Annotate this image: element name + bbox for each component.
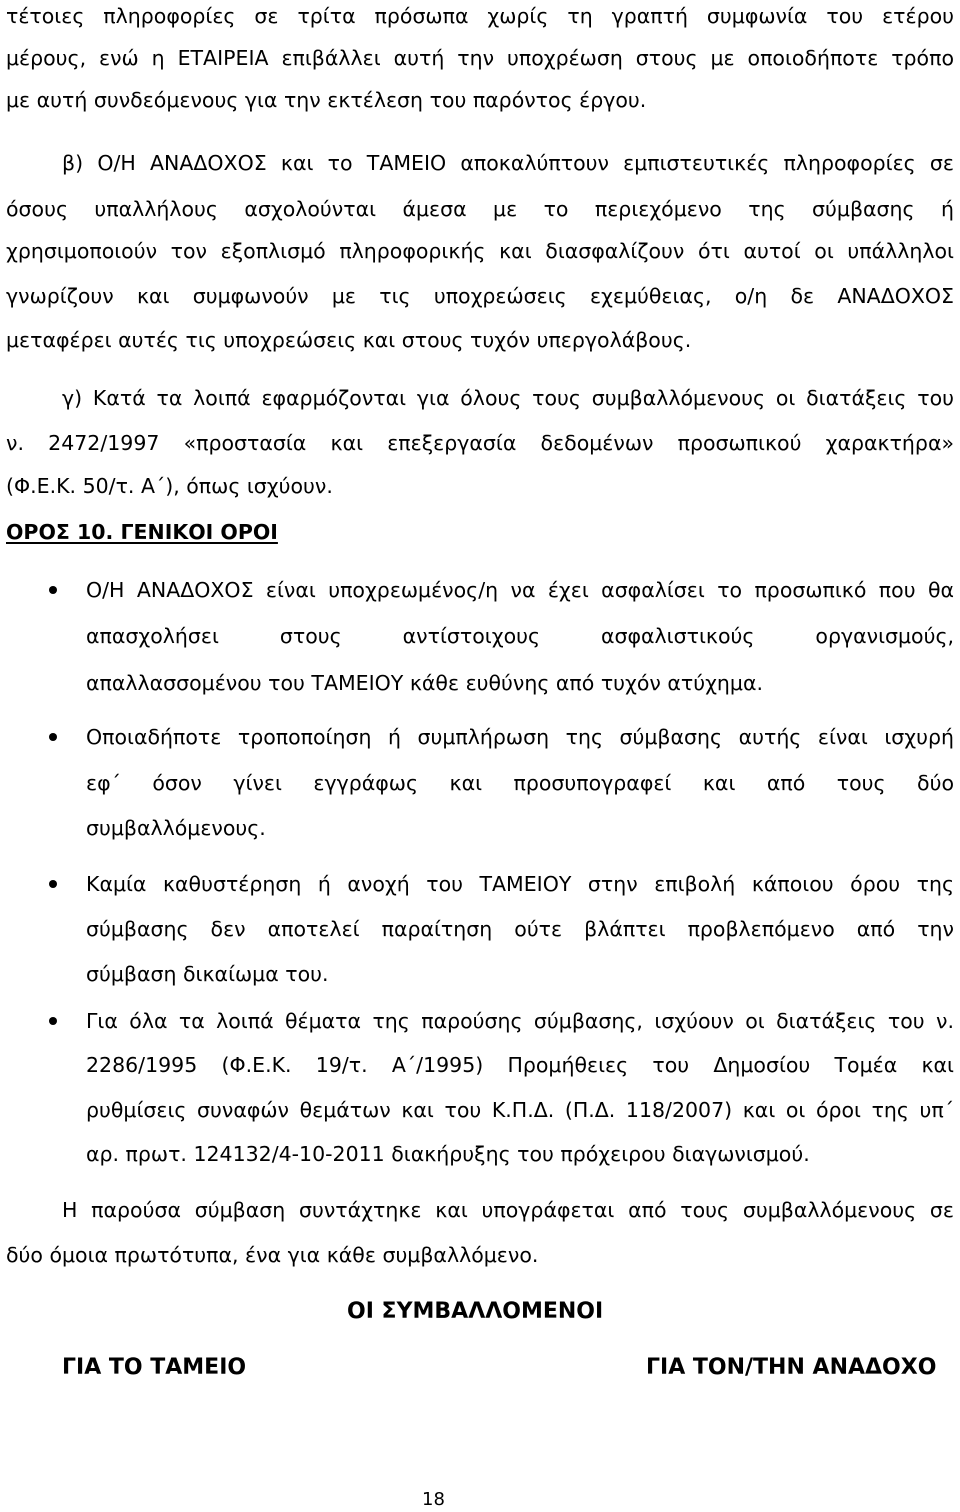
bullet-4-line-3: ρυθμίσεις συναφών θεμάτων και του Κ.Π.Δ. (Π.Δ. 118/2007) και οι όροι της υπ΄ [86, 1098, 954, 1122]
bullet-1-line-3: απαλλασσομένου του ΤΑΜΕΙΟΥ κάθε ευθύνης από τυχόν ατύχημα. [86, 671, 764, 695]
signatory-left: ΓΙΑ ΤΟ ΤΑΜΕΙΟ [62, 1355, 247, 1380]
paragraph-c-line-2: ν. 2472/1997 «προστασία και επεξεργασία δεδομένων προσωπικού χαρακτήρα» [6, 431, 954, 455]
bullet-dot-icon [49, 586, 57, 594]
bullet-2-line-2: εφ΄ όσον γίνει εγγράφως και προσυπογραφεί και από τους δύο [86, 771, 954, 795]
bullet-4-line-2: 2286/1995 (Φ.Ε.Κ. 19/τ. Α΄/1995) Προμήθειες του Δημοσίου Τομέα και [86, 1053, 954, 1077]
bullet-2-line-1: Οποιαδήποτε τροποποίηση ή συμπλήρωση της σύμβασης αυτής είναι ισχυρή [86, 725, 954, 749]
section-heading: ΟΡΟΣ 10. ΓΕΝΙΚΟΙ ΟΡΟΙ [6, 520, 278, 544]
bullet-3-line-2: σύμβασης δεν αποτελεί παραίτηση ούτε βλάπτει προβλεπόμενο από την [86, 917, 954, 941]
bullet-3-line-1: Καμία καθυστέρηση ή ανοχή του ΤΑΜΕΙΟΥ στην επιβολή κάποιου όρου της [86, 872, 954, 896]
page-number: 18 [422, 1489, 445, 1510]
continuation-line-1: τέτοιες πληροφορίες σε τρίτα πρόσωπα χωρίς τη γραπτή συμφωνία του ετέρου [6, 4, 954, 28]
bullet-dot-icon [49, 1017, 57, 1025]
bullet-1-line-1: Ο/Η ΑΝΑΔΟΧΟΣ είναι υποχρεωμένος/η να έχει ασφαλίσει το προσωπικό που θα [86, 578, 954, 602]
bullet-dot-icon [49, 733, 57, 741]
continuation-line-3: με αυτή συνδεόμενους για την εκτέλεση του παρόντος έργου. [6, 88, 647, 112]
paragraph-b-line-5: μεταφέρει αυτές τις υποχρεώσεις και στους τυχόν υπεργολάβους. [6, 328, 692, 352]
signatories-title: ΟΙ ΣΥΜΒΑΛΛΟΜΕΝΟΙ [347, 1299, 604, 1324]
paragraph-b-line-2: όσους υπαλλήλους ασχολούνται άμεσα με το περιεχόμενο της σύμβασης ή [6, 197, 954, 221]
closing-line-1: Η παρούσα σύμβαση συντάχτηκε και υπογράφεται από τους συμβαλλόμενους σε [62, 1198, 954, 1222]
paragraph-c-line-3: (Φ.Ε.Κ. 50/τ. Α΄), όπως ισχύουν. [6, 474, 333, 498]
paragraph-b-line-3: χρησιμοποιούν τον εξοπλισμό πληροφορικής και διασφαλίζουν ότι αυτοί οι υπάλληλοι [6, 239, 954, 263]
closing-line-2: δύο όμοια πρωτότυπα, ένα για κάθε συμβαλλόμενο. [6, 1243, 539, 1267]
paragraph-c-line-1: γ) Κατά τα λοιπά εφαρμόζονται για όλους τους συμβαλλόμενους οι διατάξεις του [62, 386, 954, 410]
paragraph-b-line-4: γνωρίζουν και συμφωνούν με τις υποχρεώσεις εχεμύθειας, ο/η δε ΑΝΑΔΟΧΟΣ [6, 284, 954, 308]
bullet-2-line-3: συμβαλλόμενους. [86, 816, 266, 840]
signatory-right: ΓΙΑ ΤΟΝ/ΤΗΝ ΑΝΑΔΟΧΟ [646, 1355, 937, 1380]
bullet-3-line-3: σύμβαση δικαίωμα του. [86, 962, 329, 986]
bullet-4-line-1: Για όλα τα λοιπά θέματα της παρούσης σύμβασης, ισχύουν οι διατάξεις του ν. [86, 1009, 954, 1033]
continuation-line-2: μέρους, ενώ η ΕΤΑΙΡΕΙΑ επιβάλλει αυτή την υποχρέωση στους με οποιοδήποτε τρόπο [6, 46, 954, 70]
paragraph-b-line-1: β) Ο/Η ΑΝΑΔΟΧΟΣ και το ΤΑΜΕΙΟ αποκαλύπτουν εμπιστευτικές πληροφορίες σε [62, 151, 954, 175]
bullet-dot-icon [49, 880, 57, 888]
bullet-4-line-4: αρ. πρωτ. 124132/4-10-2011 διακήρυξης του πρόχειρου διαγωνισμού. [86, 1142, 810, 1166]
bullet-1-line-2: απασχολήσει στους αντίστοιχους ασφαλιστικούς οργανισμούς, [86, 624, 954, 648]
